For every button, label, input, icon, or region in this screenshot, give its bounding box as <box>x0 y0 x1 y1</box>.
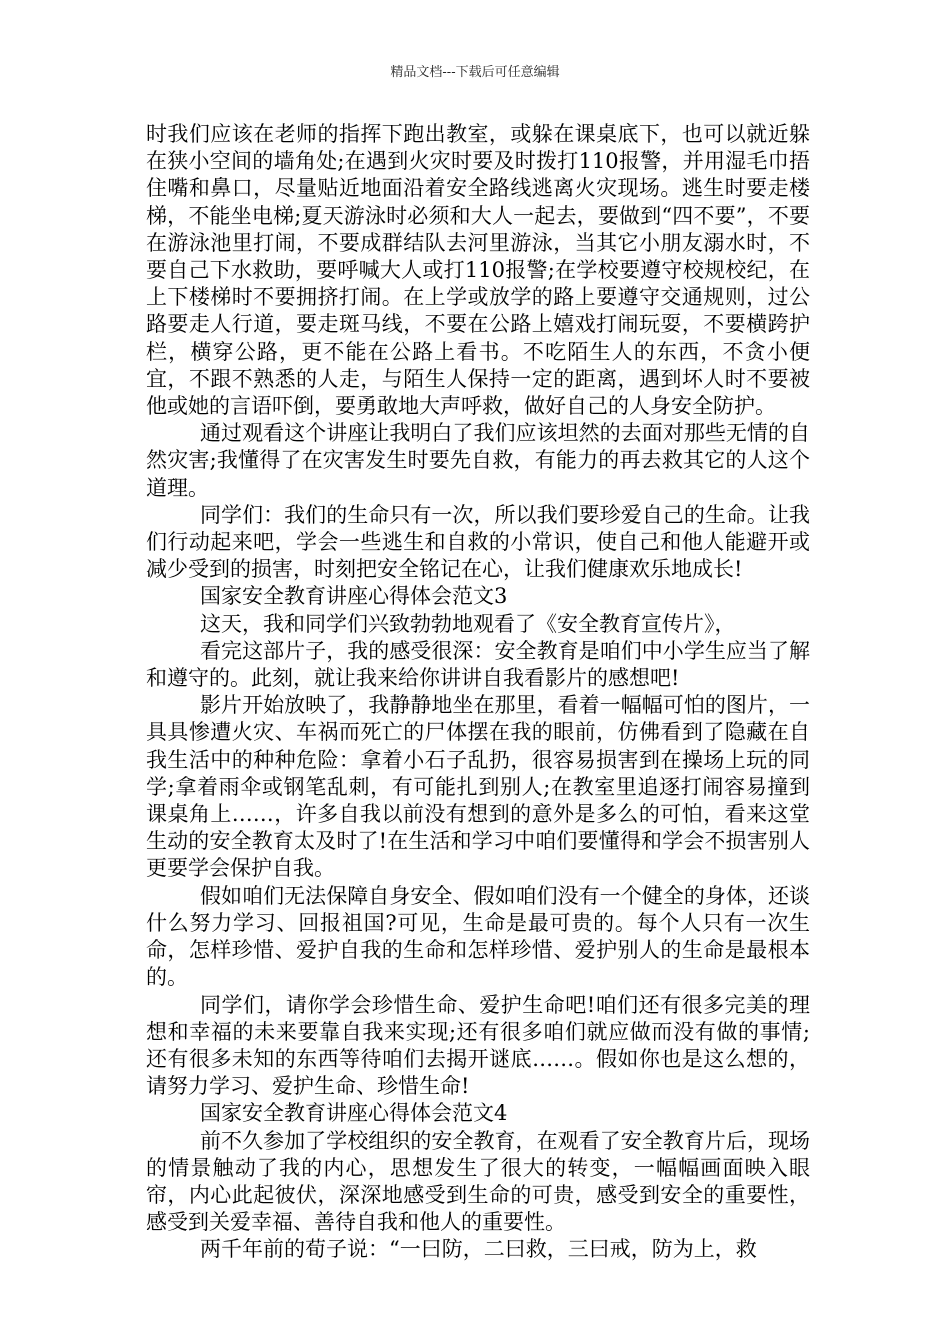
paragraph-9: 同学们，请你学会珍惜生命、爱护生命吧!咱们还有很多完美的理想和幸福的未来要靠自我来实现;还有很多咱们就应做而没有做的事情;还有很多未知的东西等待咱们去揭开谜底……。假如你也是这么想的，请努力学习、爱护生命、珍惜生命! <box>146 992 810 1099</box>
paragraph-8: 假如咱们无法保障自身安全、假如咱们没有一个健全的身体，还谈什么努力学习、回报祖国?可见，生命是最可贵的。每个人只有一次生命，怎样珍惜、爱护自我的生命和怎样珍惜、爱护别人的生命是最根本的。 <box>146 883 810 990</box>
paragraph-1: 时我们应该在老师的指挥下跑出教室，或躲在课桌底下，也可以就近躲在狭小空间的墙角处;在遇到火灾时要及时拨打110报警，并用湿毛巾捂住嘴和鼻口，尽量贴近地面沿着安全路线逃离火灾现场。逃生时要走楼梯，不能坐电梯;夏天游泳时必须和大人一起去，要做到“四不要”，不要在游泳池里打闹，不要成群结队去河里游泳，当其它小朋友溺水时，不要自己下水救助，要呼喊大人或打110报警;在学校要遵守校规校纪，在上下楼梯时不要拥挤打闹。在上学或放学的路上要遵守交通规则，过公路要走人行道，要走斑马线，不要在公路上嬉戏打闹玩耍，不要横跨护栏，横穿公路，更不能在公路上看书。不吃陌生人的东西，不贪小便宜，不跟不熟悉的人走，与陌生人保持一定的距离，遇到坏人时不要被他或她的言语吓倒，要勇敢地大声呼救，做好自己的人身安全防护。 <box>146 122 810 419</box>
section-heading-4: 国家安全教育讲座心得体会范文4 <box>200 1101 508 1126</box>
paragraph-12: 两千年前的荀子说：“一曰防，二曰救，三曰戒，防为上，救 <box>200 1237 757 1262</box>
paragraph-6: 看完这部片子，我的感受很深：安全教育是咱们中小学生应当了解和遵守的。此刻，就让我来给你讲讲自我看影片的感想吧! <box>146 638 810 691</box>
document-body <box>146 121 810 1264</box>
paragraph-2: 通过观看这个讲座让我明白了我们应该坦然的去面对那些无情的自然灾害;我懂得了在灾害发生时要先自救，有能力的再去救其它的人这个道理。 <box>146 421 810 500</box>
section-heading-3: 国家安全教育讲座心得体会范文3 <box>200 584 508 609</box>
paragraph-3: 同学们：我们的生命只有一次，所以我们要珍爱自己的生命。让我们行动起来吧，学会一些逃生和自救的小常识，使自己和他人能避开或减少受到的损害，时刻把安全铭记在心，让我们健康欢乐地成长! <box>146 502 810 582</box>
paragraph-5: 这天，我和同学们兴致勃勃地观看了《安全教育宣传片》， <box>200 611 736 636</box>
paragraph-11: 前不久参加了学校组织的安全教育，在观看了安全教育片后，现场的情景触动了我的内心，思想发生了很大的转变，一幅幅画面映入眼帘，内心此起彼伏，深深地感受到生命的可贵，感受到安全的重要性，感受到关爱幸福、善待自我和他人的重要性。 <box>146 1128 810 1235</box>
page-header: 精品文档---下载后可任意编辑 <box>390 65 560 80</box>
paragraph-7: 影片开始放映了，我静静地坐在那里，看着一幅幅可怕的图片，一具具惨遭火灾、车祸而死亡的尸体摆在我的眼前，仿佛看到了隐藏在自我生活中的种种危险：拿着小石子乱扔，很容易损害到在操场上玩的同学;拿着雨伞或钢笔乱刺，有可能扎到别人;在教室里追逐打闹容易撞到课桌角上……，许多自我以前没有想到的意外是多么的可怕，看来这堂生动的安全教育太及时了!在生活和学习中咱们要懂得和学会不损害别人更要学会保护自我。 <box>146 693 810 881</box>
